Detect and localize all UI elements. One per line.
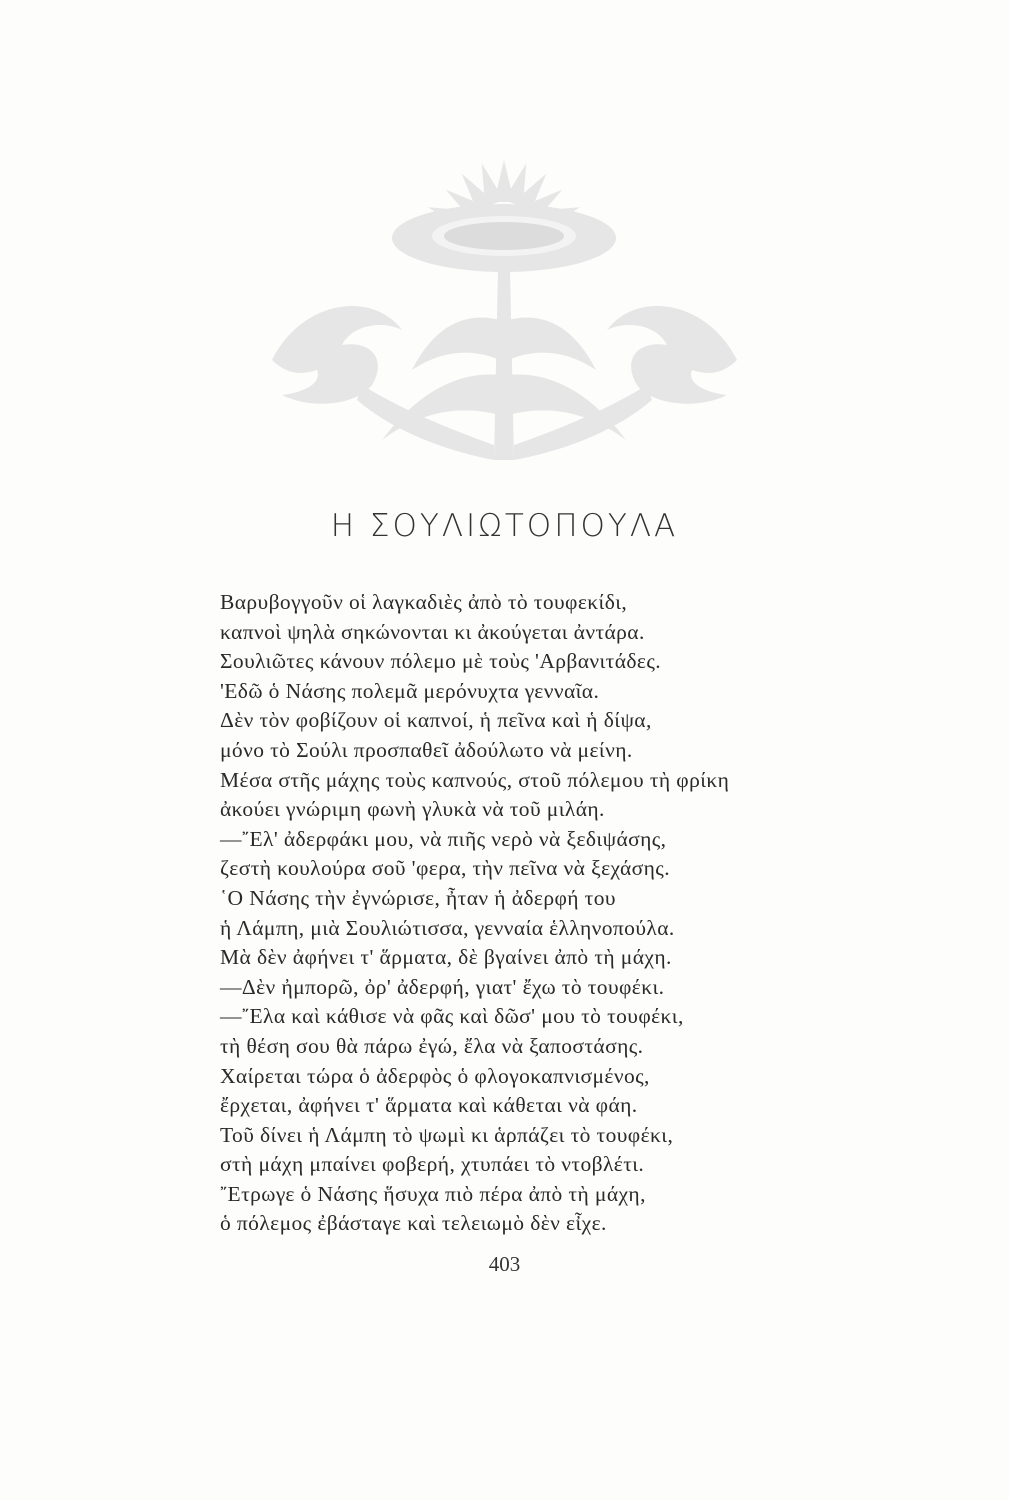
sunflower-ornament-icon <box>262 160 747 460</box>
poem-line: ῎Ετρωγε ὁ Νάσης ἥσυχα πιὸ πέρα ἀπὸ τὴ μάχη, <box>220 1181 646 1206</box>
poem-line: ἔρχεται, ἀφήνει τ' ἅρματα καὶ κάθεται νὰ φάη. <box>220 1093 638 1118</box>
poem-line: —Δὲν ἠμπορῶ, ὀρ' ἀδερφή, γιατ' ἔχω τὸ τουφέκι. <box>220 974 665 999</box>
poem-line: τὴ θέση σου θὰ πάρω ἐγώ, ἔλα νὰ ξαποστάσης. <box>220 1033 644 1058</box>
page-number: 403 <box>488 1252 521 1276</box>
poem-line: —῎Ελα καὶ κάθισε νὰ φᾶς καὶ δῶσ' μου τὸ τουφέκι, <box>220 1004 684 1029</box>
poem-line: ἀκούει γνώριμη φωνὴ γλυκὰ νὰ τοῦ μιλάη. <box>220 797 605 822</box>
poem-line: Τοῦ δίνει ἡ Λάμπη τὸ ψωμὶ κι ἁρπάζει τὸ τουφέκι, <box>220 1122 674 1147</box>
poem-line: ὁ πόλεμος ἐβάσταγε καὶ τελειωμὸ δὲν εἶχε. <box>220 1211 607 1236</box>
poem-line: Σουλιῶτες κάνουν πόλεμο μὲ τοὺς 'Αρβανιτάδες. <box>220 649 662 674</box>
poem-line: Μέσα στῆς μάχης τοὺς καπνούς, στοῦ πόλεμου τὴ φρίκη <box>220 767 730 792</box>
poem-line: ἡ Λάμπη, μιὰ Σουλιώτισσα, γενναία ἑλληνοπούλα. <box>220 915 675 940</box>
poem-line: Βαρυβογγοῦν οἱ λαγκαδιὲς ἀπὸ τὸ τουφεκίδι, <box>220 590 628 614</box>
poem-line: Μὰ δὲν ἀφήνει τ' ἅρματα, δὲ βγαίνει ἀπὸ τὴ μάχη. <box>220 945 672 970</box>
poem-line: μόνο τὸ Σούλι προσπαθεῖ ἀδούλωτο νὰ μείνη. <box>220 737 633 762</box>
poem-line: καπνοὶ ψηλὰ σηκώνονται κι ἀκούγεται ἀντάρα. <box>220 619 645 644</box>
poem-line: 'Εδῶ ὁ Νάσης πολεμᾶ μερόνυχτα γενναῖα. <box>220 678 600 703</box>
poem-line: Δὲν τὸν φοβίζουν οἱ καπνοί, ἡ πεῖνα καὶ ἡ δίψα, <box>220 708 652 733</box>
poem-line: —῎Ελ' ἀδερφάκι μου, νὰ πιῆς νερὸ νὰ ξεδιψάσης, <box>220 826 667 851</box>
poem-body <box>220 588 860 1239</box>
poem-title: Η ΣΟΥΛΙΩΤΟΠΟΥΛΑ <box>330 508 679 544</box>
poem-line: ῾Ο Νάσης τὴν ἐγνώρισε, ἦταν ἡ ἀδερφή του <box>220 885 616 910</box>
poem-line: Χαίρεται τώρα ὁ ἀδερφὸς ὁ φλογοκαπνισμένος, <box>220 1063 650 1088</box>
poem-line: στὴ μάχη μπαίνει φοβερή, χτυπάει τὸ ντοβλέτι. <box>220 1152 645 1177</box>
poem-line: ζεστὴ κουλούρα σοῦ 'φερα, τὴν πεῖνα νὰ ξεχάσης. <box>220 856 670 881</box>
